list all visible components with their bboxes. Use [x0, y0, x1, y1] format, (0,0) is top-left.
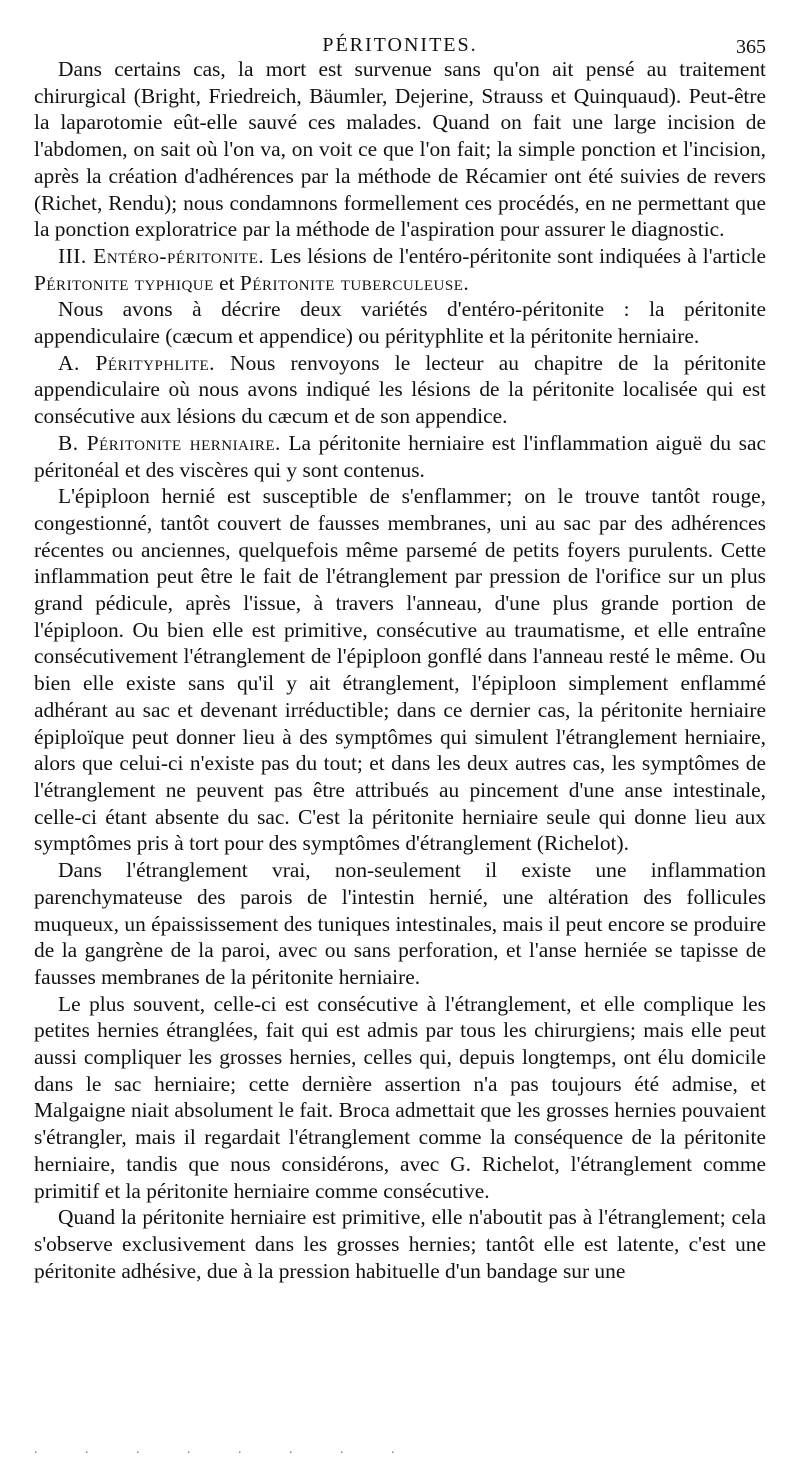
paragraph-text: L'épiploon hernié est susceptible de s'enflammer; on le trouve tantôt rouge, congestionné, tantôt couvert de fausses membranes, uni au sac par des adhérences récentes ou anciennes, quelquefois même parsemé de petits foyers purulents. Cette inflammation peut être le fait de l'étranglement par pression de l'orifice sur un plus grand pédicule, après l'issue, à travers l'anneau, d'une plus grande portion de l'épiploon. Ou bien elle est primitive, consécutive au traumatisme, et elle entraîne consécutivement l'étranglement de l'épiploon gonflé dans l'anneau resté le même. Ou bien elle existe sans qu'il y ait étranglement, l'épiploon simplement enflammé adhérant au sac et devenant irréductible; dans ce dernier cas, la péritonite herniaire épiploïque peut donner lieu à des symptômes qui simulent l'étranglement herniaire, alors que celui-ci n'existe pas du tout; et dans les deux autres cas, les symptômes de l'étranglement ne peuvent pas être attribués au pincement d'une anse intestinale, celle-ci étant absente du sac. C'est la péritonite herniaire seule qui donne lieu aux symptômes pris à tort pour des symptômes d'étranglement (Richelot).	[34, 484, 766, 856]
paragraph-epiploon	[34, 483, 766, 857]
section-heading-entero-peritonite: III. Entéro-péritonite.	[58, 243, 265, 268]
document-page	[34, 0, 766, 1482]
paragraph-plus-souvent	[34, 991, 766, 1205]
cross-reference-typhique: Péritonite typhique	[34, 270, 214, 295]
paragraph-text: et	[213, 270, 240, 295]
paragraph-text: .	[463, 270, 469, 295]
section-heading-perityphlite: A. Pérityphlite.	[58, 350, 216, 375]
paragraph-text: Dans certains cas, la mort est survenue sans qu'on ait pensé au traitement chirurgical (Bright, Friedreich, Bäumler, Dejerine, Strauss et Quinquaud). Peut-être la laparotomie eût-elle sauvé ces malades. Quand on fait une large incision de l'abdomen, on sait où l'on va, on voit ce que l'on fait; la simple ponction et l'incision, après la création d'adhérences par la méthode de Récamier ont été suivies de revers (Richet, Rendu); nous condamnons formellement ces procédés, en ne permettant que la ponction exploratrice par la méthode de l'aspiration pour assurer le diagnostic.	[34, 57, 766, 242]
running-title: PÉRITONITES.	[322, 34, 478, 56]
paragraph-varietes	[34, 296, 766, 349]
paragraph-entero-peritonite	[34, 243, 766, 296]
paragraph-text: La péritonite herniaire est l'inflammation aiguë du sac péritonéal et des viscères qui y sont contenus.	[34, 430, 766, 482]
paragraph-text: Quand la péritonite herniaire est primitive, elle n'aboutit pas à l'étranglement; cela s'observe exclusivement dans les grosses hernies; tantôt elle est latente, c'est une péritonite adhésive, due à la pression habituelle d'un bandage sur une	[34, 1205, 766, 1283]
paragraph-peritonite-herniaire	[34, 430, 766, 483]
paragraph-text: Le plus souvent, celle-ci est consécutive à l'étranglement, et elle complique les petites hernies étranglées, fait qui est admis par tous les chirurgiens; mais elle peut aussi compliquer les grosses hernies, celles qui, depuis longtemps, ont élu domicile dans le sac herniaire; cette dernière assertion n'a pas toujours été admise, et Malgaigne niait absolument le fait. Broca admettait que les grosses hernies pouvaient s'étrangler, mais il regardait l'étranglement comme la conséquence de la péritonite herniaire, tandis que nous considérons, avec G. Richelot, l'étranglement comme primitif et la péritonite herniaire comme consécutive.	[34, 991, 766, 1203]
paragraph-perityphlite	[34, 350, 766, 430]
paragraph-text: Nous avons à décrire deux variétés d'entéro-péritonite : la péritonite appendiculaire (cæcum et appendice) ou pérityphlite et la péritonite herniaire.	[34, 297, 766, 349]
section-heading-peritonite-herniaire: B. Péritonite herniaire.	[58, 430, 281, 455]
footer-marks: . . . . . . . .	[34, 1442, 417, 1457]
paragraph-text: Les lésions de l'entéro-péritonite sont indiquées à l'article	[264, 243, 766, 268]
paragraph-primitive	[34, 1204, 766, 1284]
page-header	[34, 0, 766, 56]
paragraph-text: Dans l'étranglement vrai, non-seulement il existe une inflammation parenchymateuse des parois de l'intestin hernié, une altération des follicules muqueux, un épaississement des tuniques intestinales, mais il peut encore se produire de la gangrène de la paroi, avec ou sans perforation, et l'anse herniée se tapisse de fausses membranes de la péritonite herniaire.	[34, 858, 766, 989]
page-number: 365	[736, 36, 766, 58]
paragraph-traitement	[34, 56, 766, 243]
paragraph-etranglement-vrai	[34, 857, 766, 991]
paragraph-text: Nous renvoyons le lecteur au chapitre de la péritonite appendiculaire où nous avons indiqué les lésions de la péritonite localisée qui est consécutive aux lésions du cæcum et de son appendice.	[34, 350, 766, 429]
body-text	[34, 56, 766, 1284]
cross-reference-tuberculeuse: Péritonite tuberculeuse	[239, 270, 464, 295]
